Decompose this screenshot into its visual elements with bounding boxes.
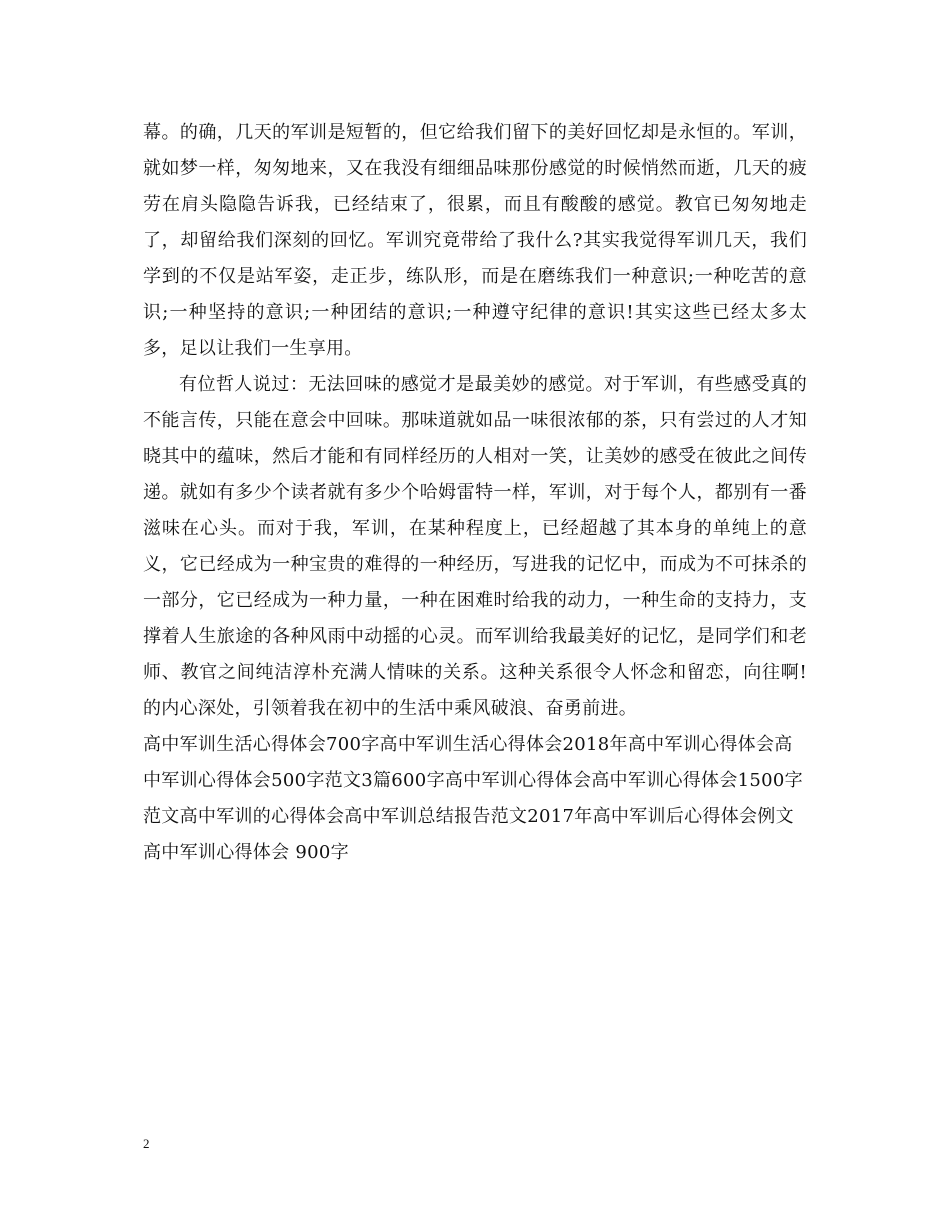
page-number: 2 <box>143 1136 150 1151</box>
related-articles-text: 高中军训生活心得体会700字高中军训生活心得体会2018年高中军训心得体会高中军训心得体会500字范文3篇600字高中军训心得体会高中军训心得体会1500字范文高中军训的心得体会高中军训总结报告范文2017年高中军训后心得体会例文高中军训心得体会 900字 <box>143 734 803 863</box>
document-body <box>143 115 807 871</box>
paragraph-2: 有位哲人说过：无法回味的感觉才是最美妙的感觉。对于军训，有些感受真的不能言传，只能在意会中回味。那味道就如品一味很浓郁的茶，只有尝过的人才知晓其中的蕴味，然后才能和有同样经历的人相对一笑，让美妙的感受在彼此之间传递。就如有多少个读者就有多少个哈姆雷特一样，军训，对于每个人，都别有一番滋味在心头。而对于我，军训，在某种程度上，已经超越了其本身的单纯上的意义，它已经成为一种宝贵的难得的一种经历，写进我的记忆中，而成为不可抹杀的一部分，它已经成为一种力量，一种在困难时给我的动力，一种生命的支持力，支撑着人生旅途的各种风雨中动摇的心灵。而军训给我最美好的记忆，是同学们和老师、教官之间纯洁淳朴充满人情味的关系。这种关系很令人怀念和留恋，向往啊!的内心深处，引领着我在初中的生活中乘风破浪、奋勇前进。 <box>143 374 807 719</box>
paragraph-1: 幕。的确，几天的军训是短暂的，但它给我们留下的美好回忆却是永恒的。军训，就如梦一样，匆匆地来，又在我没有细细品味那份感觉的时候悄然而逝，几天的疲劳在肩头隐隐告诉我，已经结束了，很累，而且有酸酸的感觉。教官已匆匆地走了，却留给我们深刻的回忆。军训究竟带给了我什么?其实我觉得军训几天，我们学到的不仅是站军姿，走正步，练队形，而是在磨练我们一种意识;一种吃苦的意识;一种坚持的意识;一种团结的意识;一种遵守纪律的意识!其实这些已经太多太多，足以让我们一生享用。 <box>143 122 807 359</box>
